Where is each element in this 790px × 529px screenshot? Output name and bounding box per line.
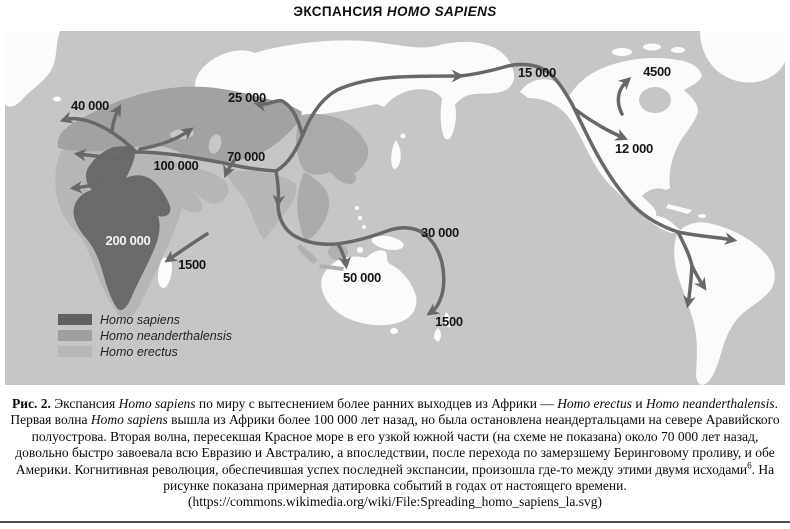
text-segment: Экспансия xyxy=(54,396,119,411)
hudson-bay xyxy=(639,87,671,113)
page-divider xyxy=(0,521,790,523)
legend-row-0 xyxy=(58,312,232,327)
legend-swatch xyxy=(58,314,92,325)
text-segment: . Первая волна xyxy=(10,396,779,428)
arctic-island-3 xyxy=(671,47,685,53)
map-label-30000: 30 000 xyxy=(421,225,459,240)
map-label-200000: 200 000 xyxy=(105,233,151,248)
text-segment: ЭКСПАНСИЯ xyxy=(293,4,387,19)
arctic-island-1 xyxy=(612,48,632,56)
text-segment: Homo erectus xyxy=(557,396,633,411)
arctic-island-2 xyxy=(643,44,661,51)
legend-swatch xyxy=(58,346,92,357)
text-segment: Homo sapiens xyxy=(90,412,168,428)
map-label-12000: 12 000 xyxy=(615,141,653,156)
text-segment: вышла из Африки более 100 000 лет назад, но была остановлена неандертальцами на севере Аравийского полуострова. Вторая волна, пересекшая Красное море в его узкой южной части (на схеме не показана) около 70 000 лет назад, довольно быстро завоевала всю Евразию и Австралию, а впоследствии, после перехода по замерзшему Беринговому проливу, и обе Америки. Когнитивная революция, обеспечившая успех последней экспансии, произошла где-то между этими двумя исходами xyxy=(15,412,780,477)
philippines-3 xyxy=(362,225,366,229)
map-label-25000: 25 000 xyxy=(228,90,266,105)
figure-caption xyxy=(8,396,782,511)
text-segment: Рис. 2. xyxy=(11,396,55,411)
map-label-15000: 15 000 xyxy=(518,65,556,80)
landmass-tasmania xyxy=(390,328,398,334)
philippines-1 xyxy=(355,206,359,210)
text-segment: . На рисунке показана примерная датировка событий в годах от настоящего времени. (https://commons.wikimedia.org/wiki/File:Spreading_homo_sapiens_la.svg) xyxy=(163,461,775,510)
caribbean-island xyxy=(698,214,706,218)
text-segment: Homo neanderthalensis xyxy=(646,396,775,411)
philippines-2 xyxy=(358,216,362,220)
legend-row-2 xyxy=(58,344,232,359)
map-label-50000: 50 000 xyxy=(343,270,381,285)
legend-row-1 xyxy=(58,328,232,343)
text-segment: и xyxy=(632,396,647,411)
text-segment: HOMO SAPIENS xyxy=(386,4,497,19)
legend-label: Homo neanderthalensis xyxy=(100,328,233,343)
map-label-4500: 4500 xyxy=(643,64,671,79)
legend-label: Homo sapiens xyxy=(100,312,180,327)
text-segment: 6 xyxy=(747,460,752,471)
text-segment: Homo sapiens xyxy=(118,396,196,411)
map-label-1500-madagascar: 1500 xyxy=(178,257,206,272)
landmass-iceland xyxy=(53,97,61,102)
map-label-100000: 100 000 xyxy=(153,158,199,173)
landmass-japan-north xyxy=(401,134,406,139)
map-legend xyxy=(58,312,232,360)
text-segment: по миру с вытеснением более ранних выходцев из Африки — xyxy=(195,396,558,411)
landmass-sulawesi xyxy=(357,247,363,253)
figure-title xyxy=(0,4,790,19)
map-label-40000: 40 000 xyxy=(71,98,109,113)
legend-label: Homo erectus xyxy=(100,344,178,359)
map-label-1500-new-zealand: 1500 xyxy=(435,314,463,329)
map-label-70000: 70 000 xyxy=(227,149,265,164)
legend-swatch xyxy=(58,330,92,341)
